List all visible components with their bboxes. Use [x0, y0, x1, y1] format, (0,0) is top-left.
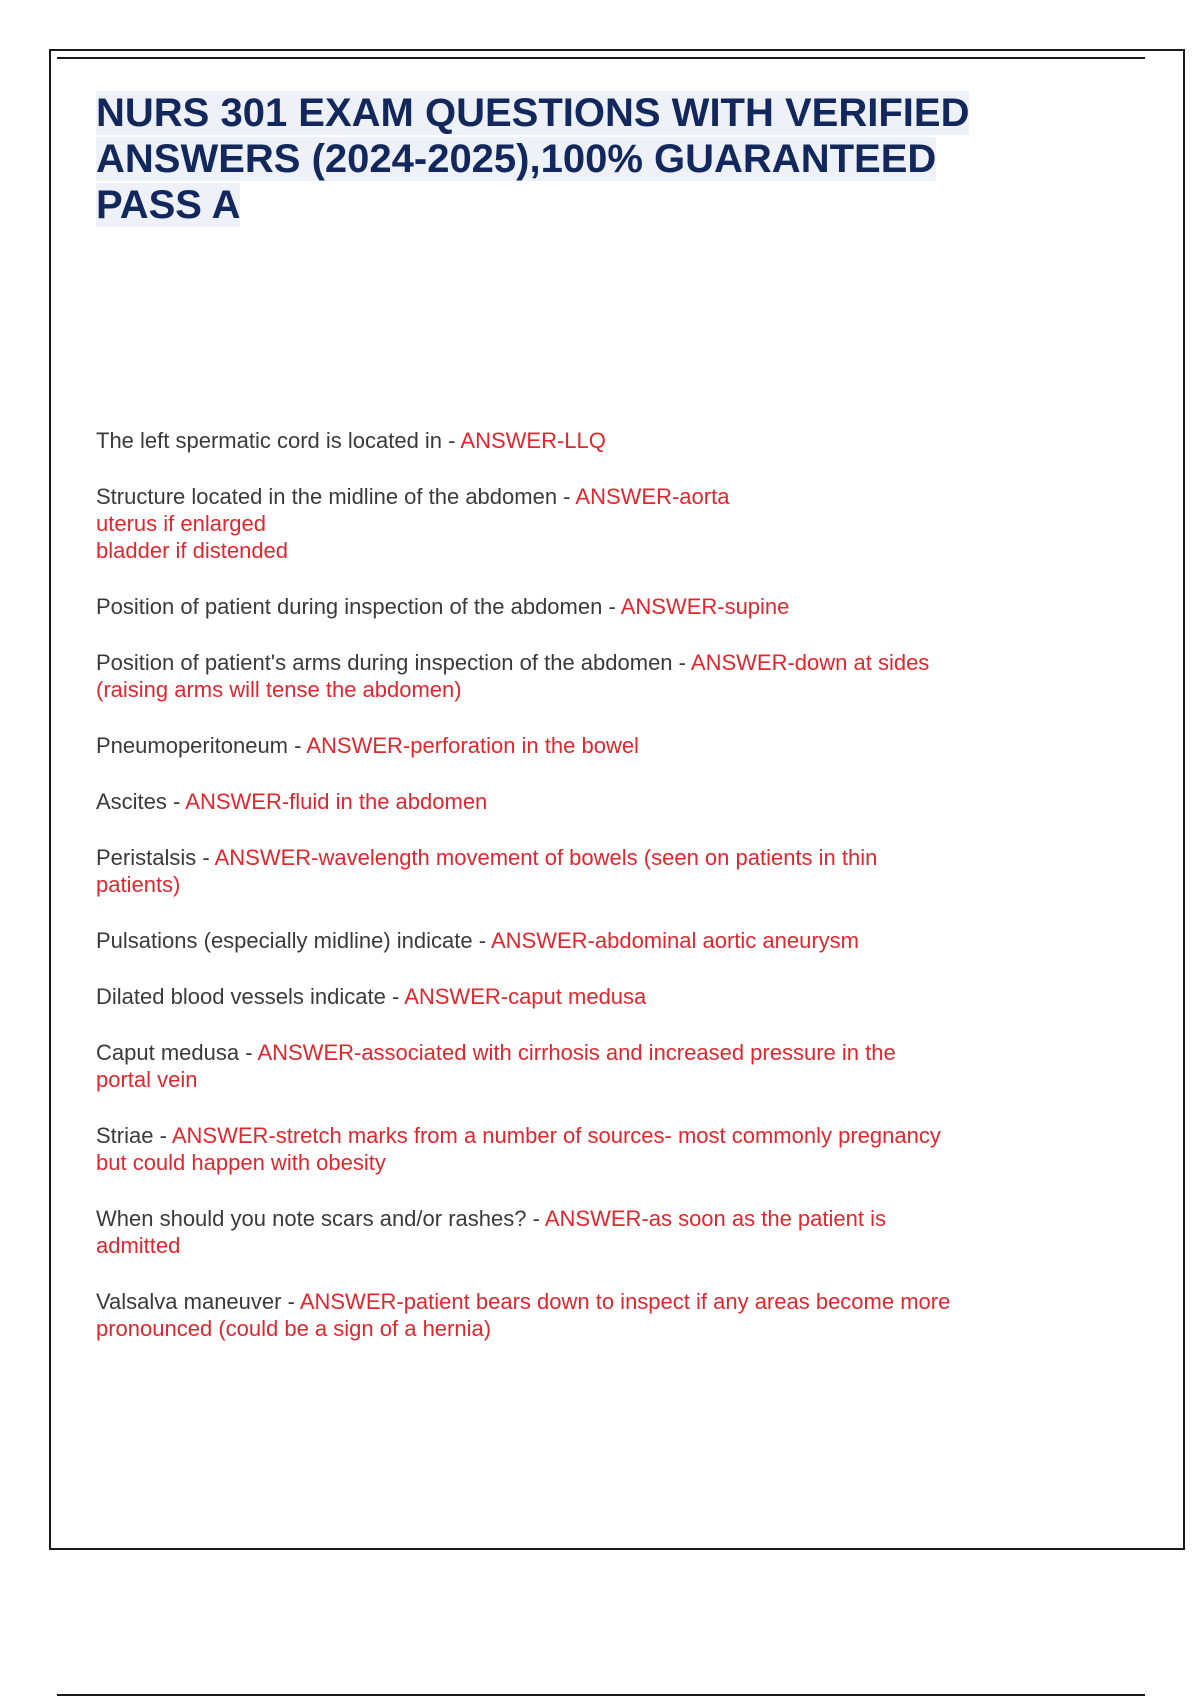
- question-text: Striae: [96, 1123, 154, 1148]
- question-text: Pulsations (especially midline) indicate: [96, 928, 473, 953]
- qa-separator: -: [526, 1206, 545, 1231]
- answer-text: ANSWER-as soon as the patient is admitted: [96, 1206, 886, 1258]
- answer-text: ANSWER-down at sides (raising arms will tense the abdomen): [96, 650, 930, 702]
- answer-text: ANSWER-stretch marks from a number of sources- most commonly pregnancy but could happen with obesity: [96, 1123, 941, 1175]
- qa-item: [96, 1205, 1096, 1259]
- title-line: NURS 301 EXAM QUESTIONS WITH VERIFIED: [96, 91, 970, 135]
- qa-item: [96, 649, 1096, 703]
- bottom-rule: [57, 1694, 1145, 1696]
- qa-item: [96, 1122, 1096, 1176]
- answer-text: ANSWER-abdominal aortic aneurysm: [490, 928, 859, 953]
- answer-text: ANSWER-perforation in the bowel: [306, 733, 639, 758]
- qa-separator: -: [472, 928, 491, 953]
- qa-separator: -: [442, 428, 461, 453]
- question-text: Structure located in the midline of the abdomen: [96, 484, 558, 509]
- question-text: Position of patient's arms during inspection of the abdomen: [96, 650, 673, 675]
- top-rule: [57, 57, 1145, 59]
- qa-item: [96, 593, 1096, 620]
- question-text: The left spermatic cord is located in: [96, 428, 443, 453]
- qa-separator: -: [196, 845, 215, 870]
- qa-item: [96, 427, 1096, 454]
- qa-separator: -: [385, 984, 405, 1009]
- question-text: Ascites: [96, 789, 167, 814]
- qa-list: [96, 427, 1096, 1371]
- qa-item: [96, 927, 1096, 954]
- answer-text: ANSWER-caput medusa: [404, 984, 647, 1009]
- qa-item: [96, 732, 1096, 759]
- qa-separator: -: [672, 650, 691, 675]
- title-line: PASS A: [96, 183, 241, 227]
- qa-separator: -: [166, 789, 186, 814]
- qa-item: [96, 983, 1096, 1010]
- answer-text: ANSWER-patient bears down to inspect if any areas become more pronounced (could be a sign of a hernia): [96, 1289, 951, 1341]
- qa-separator: -: [557, 484, 576, 509]
- qa-separator: -: [602, 594, 621, 619]
- question-text: Caput medusa: [96, 1040, 240, 1065]
- answer-text: ANSWER-aorta uterus if enlarged bladder if distended: [96, 484, 730, 563]
- qa-item: [96, 483, 1096, 564]
- question-text: Dilated blood vessels indicate: [96, 984, 386, 1009]
- question-text: Position of patient during inspection of the abdomen: [96, 594, 603, 619]
- answer-text: ANSWER-associated with cirrhosis and increased pressure in the portal vein: [96, 1040, 896, 1092]
- question-text: Pneumoperitoneum: [96, 733, 289, 758]
- answer-text: ANSWER-fluid in the abdomen: [185, 789, 488, 814]
- qa-item: [96, 1039, 1096, 1093]
- qa-separator: -: [153, 1123, 172, 1148]
- qa-separator: -: [239, 1040, 258, 1065]
- question-text: Peristalsis: [96, 845, 197, 870]
- document-title: [96, 90, 1056, 228]
- answer-text: ANSWER-LLQ: [460, 428, 606, 453]
- qa-item: [96, 844, 1096, 898]
- qa-item: [96, 1288, 1096, 1342]
- answer-text: ANSWER-wavelength movement of bowels (seen on patients in thin patients): [96, 845, 878, 897]
- qa-separator: -: [288, 733, 307, 758]
- qa-separator: -: [281, 1289, 300, 1314]
- question-text: Valsalva maneuver: [96, 1289, 282, 1314]
- qa-item: [96, 788, 1096, 815]
- title-line: ANSWERS (2024-2025),100% GUARANTEED: [96, 137, 937, 181]
- answer-text: ANSWER-supine: [620, 594, 790, 619]
- question-text: When should you note scars and/or rashes?: [96, 1206, 527, 1231]
